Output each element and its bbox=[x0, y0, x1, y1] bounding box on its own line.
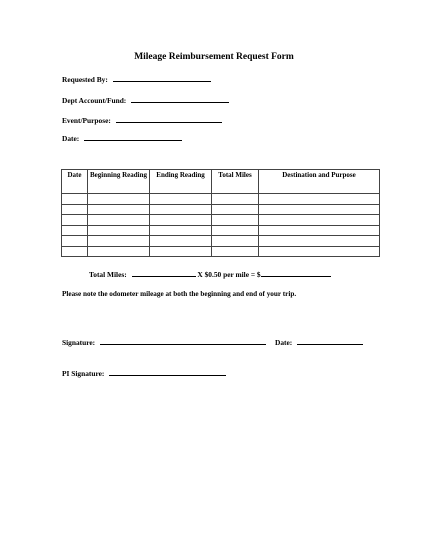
pi-signature-input[interactable] bbox=[109, 368, 226, 376]
signature-date-label: Date: bbox=[275, 338, 293, 347]
header-date: Date bbox=[62, 170, 88, 194]
date-input[interactable] bbox=[84, 133, 182, 141]
pi-signature-line bbox=[62, 368, 226, 378]
cell-date[interactable] bbox=[62, 194, 88, 205]
cell-ending-reading[interactable] bbox=[150, 246, 212, 257]
cell-total-miles[interactable] bbox=[212, 225, 259, 236]
cell-destination-purpose[interactable] bbox=[259, 215, 380, 226]
signature-date-input[interactable] bbox=[297, 337, 363, 345]
cell-date[interactable] bbox=[62, 204, 88, 215]
cell-date[interactable] bbox=[62, 225, 88, 236]
total-miles-line bbox=[89, 269, 331, 279]
pi-signature-label: PI Signature: bbox=[62, 369, 105, 378]
header-beginning-reading: Beginning Reading bbox=[88, 170, 150, 194]
header-total-miles: Total Miles bbox=[212, 170, 259, 194]
cell-date[interactable] bbox=[62, 215, 88, 226]
table-row bbox=[62, 194, 380, 205]
rate-text: X $0.50 per mile = $ bbox=[197, 270, 261, 279]
dept-account-field bbox=[62, 95, 229, 105]
cell-beginning-reading[interactable] bbox=[88, 225, 150, 236]
dept-account-label: Dept Account/Fund: bbox=[62, 96, 127, 105]
cell-ending-reading[interactable] bbox=[150, 225, 212, 236]
table-header-row bbox=[62, 170, 380, 194]
signature-line bbox=[62, 337, 266, 347]
cell-ending-reading[interactable] bbox=[150, 194, 212, 205]
cell-ending-reading[interactable] bbox=[150, 215, 212, 226]
table-row bbox=[62, 204, 380, 215]
header-destination-purpose: Destination and Purpose bbox=[259, 170, 380, 194]
cell-destination-purpose[interactable] bbox=[259, 225, 380, 236]
cell-beginning-reading[interactable] bbox=[88, 204, 150, 215]
table-row bbox=[62, 246, 380, 257]
cell-beginning-reading[interactable] bbox=[88, 194, 150, 205]
cell-destination-purpose[interactable] bbox=[259, 204, 380, 215]
cell-destination-purpose[interactable] bbox=[259, 194, 380, 205]
cell-beginning-reading[interactable] bbox=[88, 246, 150, 257]
requested-by-label: Requested By: bbox=[62, 75, 108, 84]
dept-account-input[interactable] bbox=[131, 95, 229, 103]
mileage-log-table bbox=[61, 169, 380, 257]
cell-total-miles[interactable] bbox=[212, 204, 259, 215]
table-row bbox=[62, 236, 380, 247]
signature-input[interactable] bbox=[100, 337, 266, 345]
total-amount-input[interactable] bbox=[261, 269, 331, 277]
requested-by-field bbox=[62, 74, 211, 84]
cell-total-miles[interactable] bbox=[212, 246, 259, 257]
signature-date-line bbox=[275, 337, 363, 347]
signature-label: Signature: bbox=[62, 338, 96, 347]
total-miles-input[interactable] bbox=[132, 269, 196, 277]
event-purpose-input[interactable] bbox=[116, 115, 222, 123]
cell-beginning-reading[interactable] bbox=[88, 236, 150, 247]
cell-destination-purpose[interactable] bbox=[259, 236, 380, 247]
cell-total-miles[interactable] bbox=[212, 236, 259, 247]
table-row bbox=[62, 225, 380, 236]
table-row bbox=[62, 215, 380, 226]
odometer-note: Please note the odometer mileage at both the beginning and end of your trip. bbox=[62, 290, 297, 298]
cell-ending-reading[interactable] bbox=[150, 204, 212, 215]
event-purpose-label: Event/Purpose: bbox=[62, 116, 111, 125]
cell-total-miles[interactable] bbox=[212, 194, 259, 205]
cell-ending-reading[interactable] bbox=[150, 236, 212, 247]
cell-beginning-reading[interactable] bbox=[88, 215, 150, 226]
requested-by-input[interactable] bbox=[113, 74, 211, 82]
event-purpose-field bbox=[62, 115, 222, 125]
header-ending-reading: Ending Reading bbox=[150, 170, 212, 194]
date-label: Date: bbox=[62, 134, 80, 143]
total-miles-label: Total Miles: bbox=[89, 270, 127, 279]
form-title: Mileage Reimbursement Request Form bbox=[134, 52, 294, 62]
cell-date[interactable] bbox=[62, 236, 88, 247]
cell-total-miles[interactable] bbox=[212, 215, 259, 226]
cell-date[interactable] bbox=[62, 246, 88, 257]
date-field bbox=[62, 133, 182, 143]
cell-destination-purpose[interactable] bbox=[259, 246, 380, 257]
